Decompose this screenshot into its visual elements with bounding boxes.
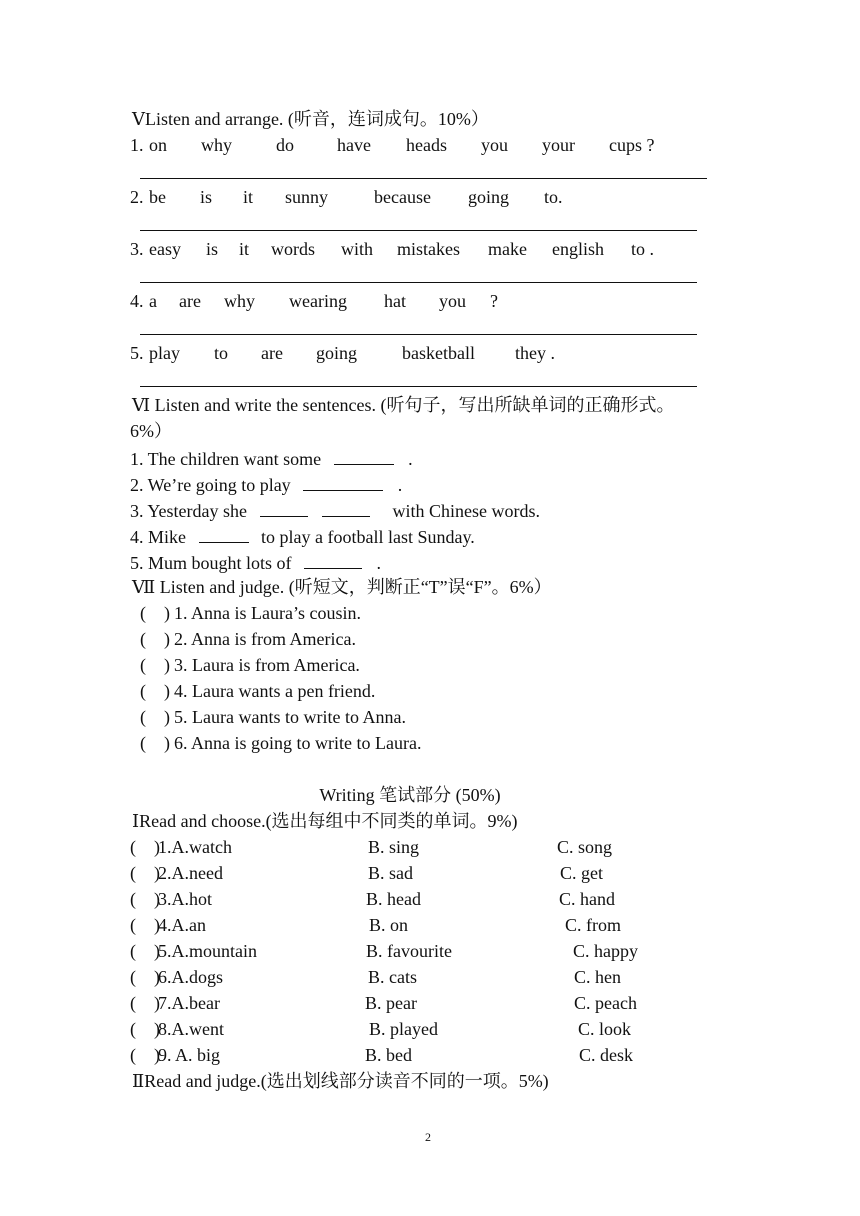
write-item-1: 1. The children want some . (130, 446, 413, 470)
word: heads (406, 135, 447, 155)
word: mistakes (397, 239, 460, 259)
answer-parens[interactable]: ( ) (140, 707, 170, 727)
word: words (271, 239, 315, 259)
choose-item: ( ) 9. A. big B. bed C. desk (130, 1045, 633, 1065)
arrange-item-4 (130, 290, 730, 312)
blank-field[interactable] (303, 472, 383, 491)
word: they . (515, 343, 555, 363)
word: to (214, 343, 229, 363)
choose-item: ( ) 2.A.need B. sad C. get (130, 863, 603, 883)
word: to. (544, 187, 563, 207)
choose-item: ( ) 7.A.bear B. pear C. peach (130, 993, 637, 1013)
item-number: 4. (130, 291, 144, 311)
writing-heading: Writing 笔试部分 (50%) (319, 785, 501, 805)
write-item-2: 2. We’re going to play . (130, 472, 402, 496)
word: are (261, 343, 283, 363)
answer-parens[interactable]: ( ) (140, 655, 170, 675)
choose-item: ( ) 4.A.an B. on C. from (130, 915, 621, 935)
read-choose-title: ⅠRead and choose.(选出每组中不同类的单词。9%) (132, 811, 518, 831)
answer-parens[interactable]: ( ) (130, 915, 160, 935)
item-number: 3. (130, 239, 144, 259)
judge-item: ( ) 1. Anna is Laura’s cousin. (140, 603, 361, 623)
word: ? (490, 291, 498, 311)
word: going (468, 187, 510, 207)
answer-parens[interactable]: ( ) (140, 603, 170, 623)
word: do (276, 135, 294, 155)
arrange-item-3 (130, 238, 730, 260)
choose-item: ( ) 3.A.hot B. head C. hand (130, 889, 615, 909)
word: easy (149, 239, 181, 259)
arrange-item-1 (130, 134, 730, 156)
section-7-title: Ⅶ Listen and judge. (听短文，判断正“T”误“F”。6%） (132, 577, 552, 597)
word: hat (384, 291, 406, 311)
blank-field[interactable] (334, 446, 394, 465)
answer-parens[interactable]: ( ) (130, 1019, 160, 1039)
word: because (374, 187, 431, 207)
choose-item: ( ) 6.A.dogs B. cats C. hen (130, 967, 621, 987)
write-item-3: 3. Yesterday she with Chinese words. (130, 498, 540, 522)
word: play (149, 343, 180, 363)
answer-line[interactable] (140, 334, 697, 335)
word: is (200, 187, 213, 207)
answer-parens[interactable]: ( ) (130, 863, 160, 883)
choose-item: ( ) 5.A.mountain B. favourite C. happy (130, 941, 638, 961)
item-number: 2. (130, 187, 144, 207)
choose-item: ( ) 1.A.watch B. sing C. song (130, 837, 613, 857)
word: english (552, 239, 604, 259)
word: why (201, 135, 232, 155)
arrange-item-5 (130, 342, 730, 364)
page-number: 2 (425, 1130, 431, 1144)
word: be (149, 187, 166, 207)
word: it (243, 187, 254, 207)
judge-item: ( ) 3. Laura is from America. (140, 655, 360, 675)
answer-parens[interactable]: ( ) (130, 941, 160, 961)
word: your (542, 135, 575, 155)
judge-item: ( ) 4. Laura wants a pen friend. (140, 681, 376, 701)
answer-line[interactable] (140, 386, 697, 387)
word: are (179, 291, 201, 311)
word: cups ? (609, 135, 655, 155)
write-item-4: 4. Mike to play a football last Sunday. (130, 524, 475, 548)
judge-item: ( ) 6. Anna is going to write to Laura. (140, 733, 422, 753)
answer-line[interactable] (140, 178, 707, 179)
word: have (337, 135, 371, 155)
word: is (206, 239, 219, 259)
answer-parens[interactable]: ( ) (130, 889, 160, 909)
answer-parens[interactable]: ( ) (130, 1045, 160, 1065)
answer-parens[interactable]: ( ) (140, 733, 170, 753)
answer-parens[interactable]: ( ) (130, 993, 160, 1013)
word: on (149, 135, 167, 155)
answer-parens[interactable]: ( ) (130, 967, 160, 987)
answer-parens[interactable]: ( ) (140, 681, 170, 701)
blank-field[interactable] (322, 498, 370, 517)
answer-line[interactable] (140, 230, 697, 231)
word: basketball (402, 343, 475, 363)
read-judge-title: ⅡRead and judge.(选出划线部分读音不同的一项。5%) (132, 1071, 549, 1091)
blank-field[interactable] (304, 550, 362, 569)
word: it (239, 239, 250, 259)
answer-parens[interactable]: ( ) (140, 629, 170, 649)
word: you (439, 291, 466, 311)
section-5-title: ⅤListen and arrange. (听音，连词成句。10%） (132, 109, 489, 129)
word: with (341, 239, 374, 259)
word: you (481, 135, 508, 155)
section-6-title-cont: 6%） (130, 421, 172, 441)
choose-item: ( ) 8.A.went B. played C. look (130, 1019, 632, 1039)
answer-parens[interactable]: ( ) (130, 837, 160, 857)
arrange-item-2 (130, 186, 730, 208)
blank-field[interactable] (199, 524, 249, 543)
word: sunny (285, 187, 329, 207)
section-6-title: Ⅵ Listen and write the sentences. (听句子，写出所缺单词的正确形式。 (132, 395, 675, 415)
word: wearing (289, 291, 347, 311)
item-number: 5. (130, 343, 144, 363)
answer-line[interactable] (140, 282, 697, 283)
word: a (149, 291, 157, 311)
word: going (316, 343, 358, 363)
item-number: 1. (130, 135, 144, 155)
word: to . (631, 239, 655, 259)
blank-field[interactable] (260, 498, 308, 517)
judge-item: ( ) 5. Laura wants to write to Anna. (140, 707, 406, 727)
judge-item: ( ) 2. Anna is from America. (140, 629, 356, 649)
word: why (224, 291, 255, 311)
word: make (488, 239, 527, 259)
write-item-5: 5. Mum bought lots of . (130, 550, 381, 574)
